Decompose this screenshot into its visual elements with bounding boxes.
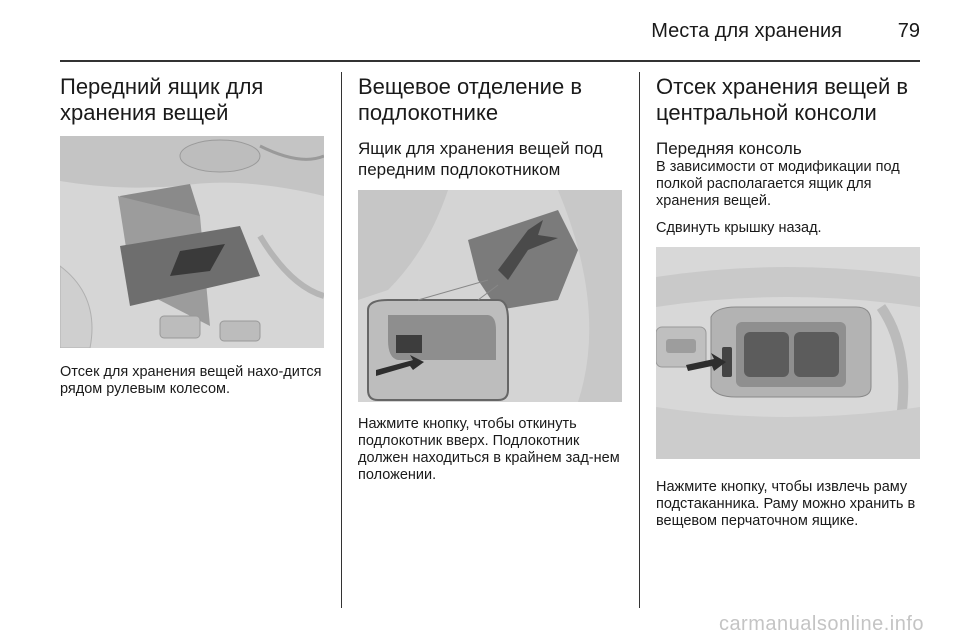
glovebox-illustration [60, 136, 324, 348]
glovebox-caption: Отсек для хранения вещей нахо-дится рядом рулевым колесом. [60, 364, 322, 397]
column-divider-1 [341, 72, 342, 608]
console-step: Сдвинуть крышку назад. [656, 220, 822, 236]
armrest-illustration [358, 190, 622, 402]
console-caption: Нажмите кнопку, чтобы извлечь раму подстаканника. Раму можно хранить в вещевом перчаточном ящике. [656, 479, 916, 529]
armrest-subheading: Ящик для хранения вещей под передним подлокотником [358, 139, 603, 179]
section-title: Места для хранения [651, 20, 842, 42]
column-divider-2 [639, 72, 640, 608]
console-intro: В зависимости от модификации под полкой располагается ящик для хранения вещей. [656, 159, 900, 209]
watermark: carmanualsonline.info [718, 613, 924, 635]
armrest-heading: Вещевое отделение в подлокотнике [358, 74, 583, 125]
column-glovebox [60, 72, 324, 398]
console-illustration [656, 247, 920, 459]
column-armrest [358, 72, 622, 484]
console-heading: Отсек хранения вещей в центральной консоли [656, 74, 909, 125]
page-number: 79 [897, 20, 920, 42]
armrest-caption: Нажмите кнопку, чтобы откинуть подлокотник вверх. Подлокотник должен находиться в крайнем зад-нем положении. [358, 416, 620, 483]
console-subheading: Передняя консоль [656, 139, 802, 158]
page-header [60, 14, 920, 62]
glovebox-heading: Передний ящик для хранения вещей [60, 74, 264, 125]
column-console [656, 72, 920, 530]
